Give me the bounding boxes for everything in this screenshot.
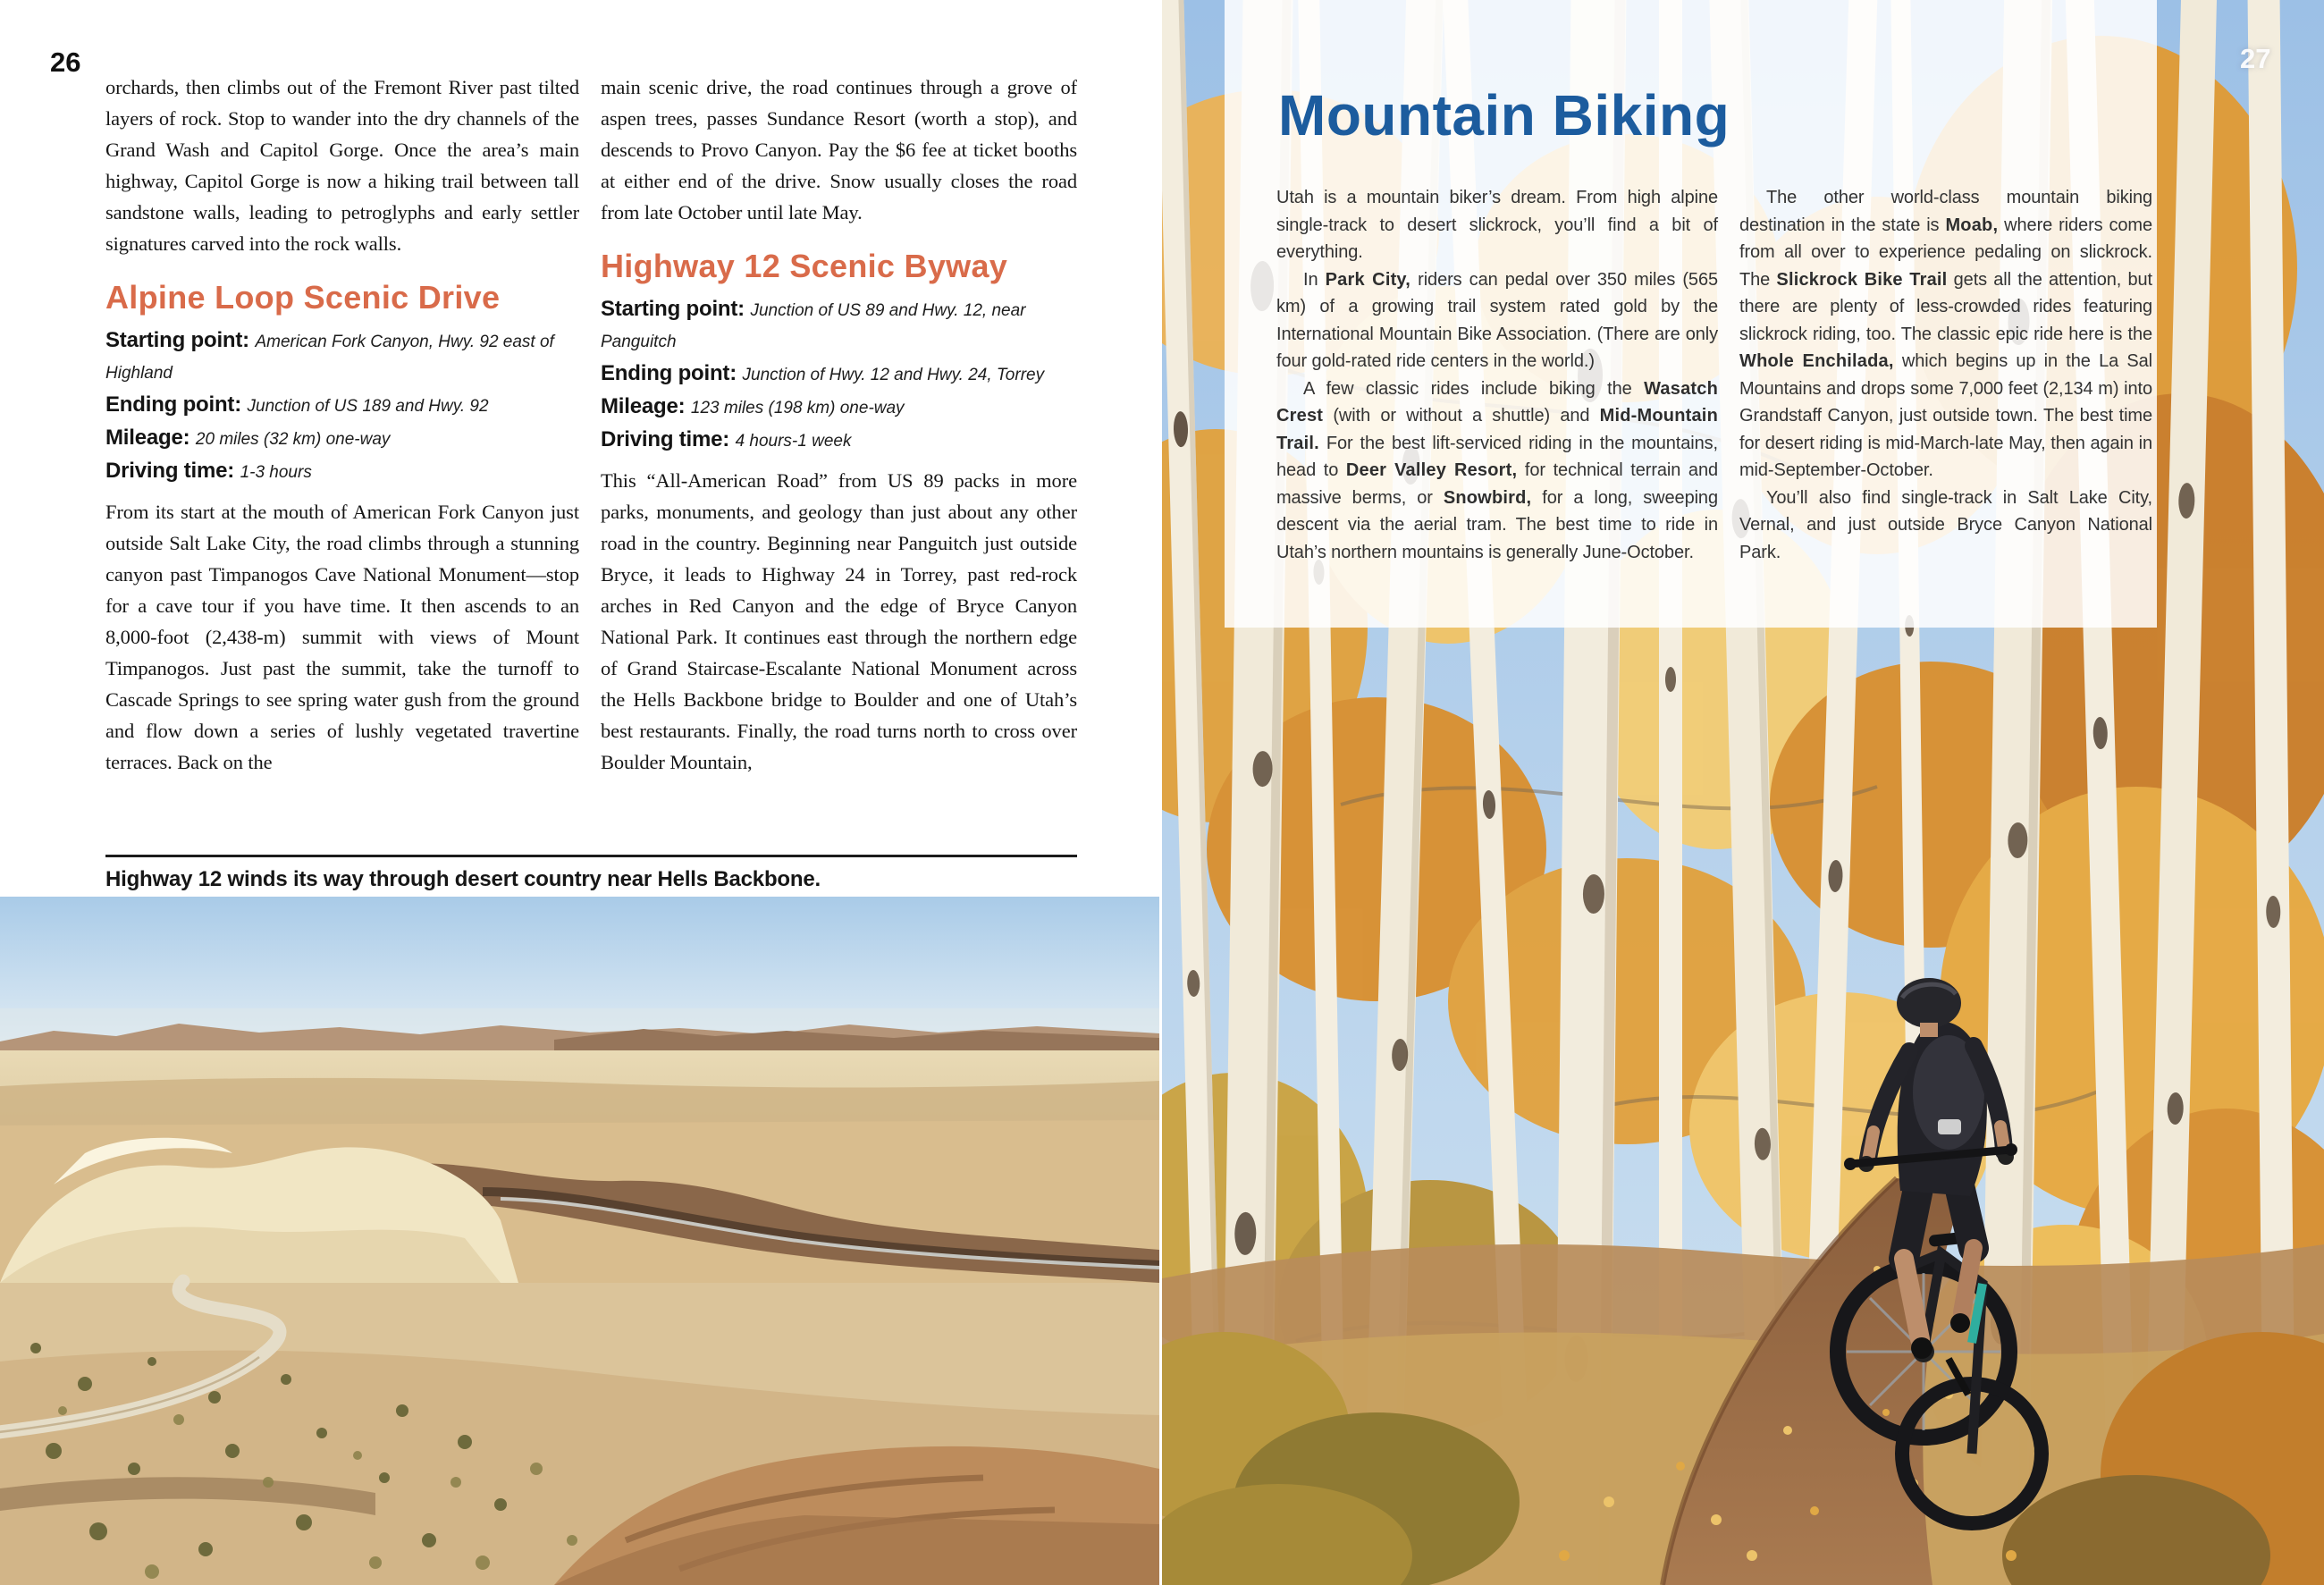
- continuation-paragraph: main scenic drive, the road continues through a grove of aspen trees, passes Sundance Resort (worth a stop), and descends to Provo Canyon. Pay the $6 fee at ticket booths at either end of the drive. Snow usually closes the road from late October until late May.: [601, 76, 1077, 223]
- mountain-biking-heading: Mountain Biking: [1278, 83, 1730, 148]
- mountain-biking-column-2: [1739, 184, 2152, 566]
- desert-photo-illustration: [0, 897, 1159, 1585]
- paragraph: Utah is a mountain biker’s dream. From high alpine single-track to desert slickrock, you’ll find a bit of everything.: [1276, 188, 1718, 262]
- route-detail-row: Ending point: Junction of US 189 and Hwy. 92: [105, 392, 489, 417]
- route-detail-row: Mileage: 123 miles (198 km) one-way: [601, 394, 905, 418]
- paragraph: The other world-class mountain biking destination in the state is Moab, where riders come from all over to experience pedaling on slickrock. The Slickrock Bike Trail gets all the attention, but there are plenty of less-crowded rides featuring slickrock riding, too. The classic epic ride here is the Whole Enchilada, which begins up in the La Sal Mountains and drops some 7,000 feet (2,134 m) into Grandstaff Canyon, just outside town. The best time for desert riding is mid-March-late May, then again in mid-September-October.: [1739, 188, 2153, 480]
- left-column-2: [601, 72, 1077, 851]
- highway-12-heading: Highway 12 Scenic Byway: [601, 248, 1008, 284]
- desert-landscape-photo: [0, 897, 1159, 1585]
- paragraph: You’ll also find single-track in Salt Lake City, Vernal, and just outside Bryce Canyon National Park.: [1739, 487, 2152, 562]
- caption-rule: [105, 855, 1077, 857]
- route-detail-row: Driving time: 1-3 hours: [105, 459, 312, 483]
- alpine-loop-heading: Alpine Loop Scenic Drive: [105, 279, 501, 316]
- page-number-left: 26: [50, 46, 81, 78]
- page-number-right: 27: [2240, 43, 2271, 74]
- intro-paragraph: orchards, then climbs out of the Fremont River past tilted layers of rock. Stop to wander into the dry channels of the Grand Wash and Capitol Gorge. Once the area’s main highway, Capitol Gorge is now a hiking trail between tall sandstone walls, leading to petroglyphs and early settler signatures carved into the rock walls.: [105, 76, 579, 255]
- paragraph: A few classic rides include biking the Wasatch Crest (with or without a shuttle) and Mid-Mountain Trail. For the best lift-serviced riding in the mountains, head to Deer Valley Resort, for technical terrain and massive berms, or Snowbird, for a long, sweeping descent via the aerial tram. The best time to ride in Utah’s northern mountains is generally June-October.: [1276, 378, 1718, 562]
- highway-12-details: [601, 294, 1077, 458]
- photo-caption: Highway 12 winds its way through desert country near Hells Backbone.: [105, 867, 821, 891]
- left-column-1: [105, 72, 579, 851]
- route-detail-row: Ending point: Junction of Hwy. 12 and Hwy. 24, Torrey: [601, 361, 1045, 385]
- route-detail-row: Driving time: 4 hours-1 week: [601, 427, 852, 451]
- route-detail-row: Mileage: 20 miles (32 km) one-way: [105, 426, 391, 450]
- route-detail-row: Starting point: Junction of US 89 and Hwy. 12, near Panguitch: [601, 297, 1026, 351]
- alpine-loop-details: [105, 325, 579, 489]
- highway-12-body: This “All-American Road” from US 89 packs in more parks, monuments, and geology than just about any other road in the country. Beginning near Panguitch just outside Bryce, it leads to Highway 24 in Torrey, past red-rock arches in Red Canyon and the edge of Bryce Canyon National Park. It continues east through the northern edge of Grand Staircase-Escalante National Monument across the Hells Backbone bridge to Boulder and one of Utah’s best restaurants. Finally, the road turns north to cross over Boulder Mountain,: [601, 469, 1077, 773]
- paragraph: In Park City, riders can pedal over 350 miles (565 km) of a growing trail system rated gold by the International Mountain Bike Association. (There are only four gold-rated ride centers in the world.): [1276, 269, 1718, 371]
- route-detail-row: Starting point: American Fork Canyon, Hwy. 92 east of Highland: [105, 328, 554, 383]
- mountain-biking-panel: [1225, 0, 2157, 628]
- mountain-biking-column-1: [1276, 184, 1718, 566]
- alpine-loop-body: From its start at the mouth of American Fork Canyon just outside Salt Lake City, the road climbs through a stunning canyon past Timpanogos Cave National Monument—stop for a cave tour if you have time. It then ascends to an 8,000-foot (2,438-m) summit with views of Mount Timpanogos. Just past the summit, take the turnoff to Cascade Springs to see spring water gush from the ground and flow down a series of lushly vegetated travertine terraces. Back on the: [105, 501, 579, 773]
